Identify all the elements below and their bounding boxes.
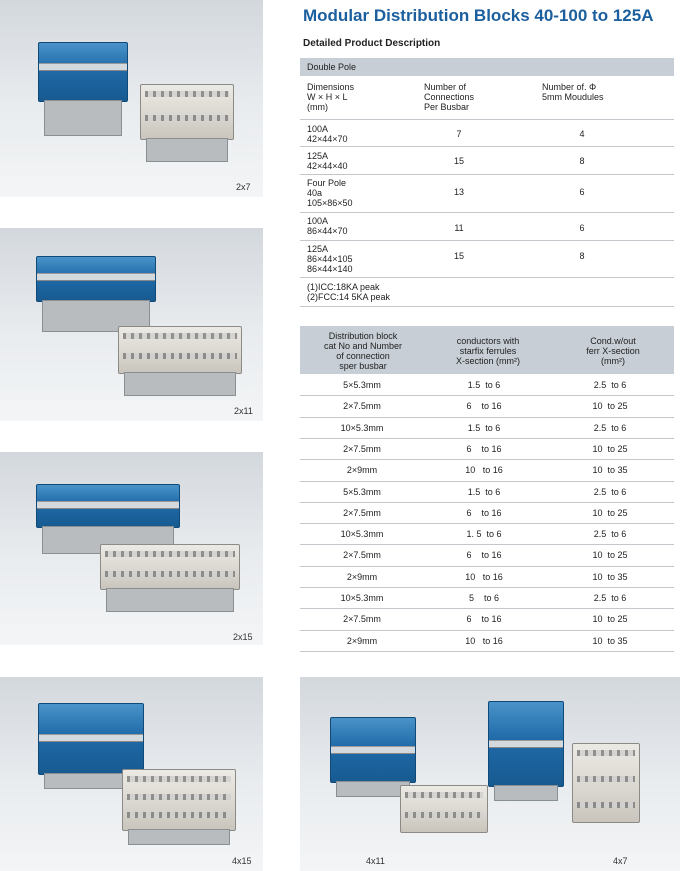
table2-cell-without: 10 to 25 — [592, 614, 628, 625]
table2-cell-block: 5×5.3mm — [343, 380, 381, 390]
modules-value: 8 — [579, 251, 585, 261]
photo-caption: 2x15 — [233, 632, 253, 642]
table-row-divider — [300, 587, 674, 588]
product-photo-2x7 — [0, 0, 263, 197]
table-row-divider — [300, 651, 674, 652]
table2-cell-without: 10 to 35 — [592, 635, 628, 646]
table2-header-with-ferrules: conductors with starfix ferrules X-section (mm²) — [455, 336, 520, 366]
table1-header-connections: Number of Connections Per Busbar — [424, 82, 475, 112]
table-row-divider — [300, 608, 674, 609]
table2-cell-block: 2×9mm — [346, 571, 378, 582]
table2-cell-without: 2.5 to 6 — [593, 529, 627, 540]
din-rail-base — [146, 138, 228, 162]
table2-cell-block: 2×7.5mm — [343, 614, 381, 625]
table2-cell-without: 2.5 to 6 — [593, 380, 627, 390]
blue-distribution-block — [488, 701, 564, 787]
table2-cell-without: 10 to 35 — [592, 465, 628, 476]
page-title: Modular Distribution Blocks 40-100 to 125A — [303, 6, 654, 25]
product-photo-4x15 — [0, 677, 263, 871]
table-row-divider — [300, 459, 674, 460]
din-rail-base — [124, 372, 236, 396]
modules-value: 6 — [579, 223, 585, 233]
product-photo-4x11-4x7 — [300, 677, 680, 871]
table-row-divider — [300, 566, 674, 567]
table-row-divider — [300, 502, 674, 503]
table2-cell-without: 2.5 to 6 — [593, 486, 627, 497]
table2-cell-block: 2×9mm — [346, 465, 378, 476]
table-row-divider — [300, 630, 674, 631]
table2-cell-with: 6 to 16 — [466, 614, 502, 625]
grey-distribution-block — [572, 743, 640, 823]
table2-cell-block: 2×7.5mm — [343, 443, 381, 454]
blue-distribution-block — [38, 42, 128, 102]
table2-cell-with: 1.5 to 6 — [467, 422, 501, 433]
table1-section-bar — [300, 58, 674, 76]
table-row-divider — [300, 395, 674, 396]
table-row-divider — [300, 417, 674, 418]
table2-cell-with: 10 to 16 — [465, 635, 503, 646]
table2-cell-with: 10 to 16 — [465, 465, 503, 476]
table2-cell-without: 2.5 to 6 — [593, 593, 627, 603]
table-row: 100A 86×44×70 — [307, 216, 348, 236]
connections-value: 15 — [453, 156, 464, 166]
table2-cell-without: 10 to 25 — [592, 401, 628, 412]
table2-cell-with: 6 to 16 — [466, 507, 502, 518]
grey-distribution-block — [122, 769, 236, 831]
table1-header-modules: Number of. Φ 5mm Moudules — [542, 82, 604, 102]
table2-cell-with: 1. 5 to 6 — [466, 529, 502, 540]
table2-cell-with: 5 to 6 — [468, 593, 500, 603]
photo-caption: 4x11 — [366, 856, 385, 866]
din-rail-base — [128, 829, 230, 845]
table2-cell-block: 2×7.5mm — [343, 507, 381, 518]
table2-cell-block: 10×5.3mm — [340, 529, 384, 540]
table2-cell-without: 10 to 25 — [592, 507, 628, 518]
section-subtitle: Detailed Product Description — [303, 38, 441, 49]
din-rail-base — [106, 588, 234, 612]
blue-distribution-block — [38, 703, 144, 775]
photo-caption: 4x7 — [613, 856, 628, 866]
modules-value: 4 — [579, 129, 585, 139]
table2-cell-with: 1.5 to 6 — [467, 380, 501, 390]
table-row-divider — [300, 481, 674, 482]
grey-distribution-block — [400, 785, 488, 833]
product-photo-2x15 — [0, 452, 263, 645]
table2-cell-without: 10 to 35 — [592, 571, 628, 582]
table2-cell-with: 1.5 to 6 — [467, 486, 501, 497]
table-row-divider — [300, 438, 674, 439]
table-row-divider — [300, 544, 674, 545]
table2-cell-block: 2×7.5mm — [343, 550, 381, 561]
table2-cell-block: 10×5.3mm — [340, 593, 384, 603]
table2-cell-with: 6 to 16 — [466, 401, 502, 412]
grey-distribution-block — [100, 544, 240, 590]
blue-distribution-block — [330, 717, 416, 783]
table2-cell-with: 6 to 16 — [466, 550, 502, 561]
modules-value: 8 — [579, 156, 585, 166]
blue-distribution-block — [36, 256, 156, 302]
photo-caption: 2x11 — [234, 406, 253, 416]
table2-cell-block: 5×5.3mm — [343, 486, 381, 497]
table-row: 125A 42×44×40 — [307, 151, 348, 171]
table-row: Four Pole 40a 105×86×50 — [307, 178, 353, 208]
product-photo-2x11 — [0, 228, 263, 421]
connections-value: 11 — [454, 223, 464, 233]
modules-value: 6 — [579, 187, 585, 197]
table2-cell-without: 2.5 to 6 — [593, 422, 627, 433]
table1-section-label: Double Pole — [307, 62, 357, 72]
table-row: 100A 42×44×70 — [307, 124, 348, 144]
table2-header-without-ferrules: Cond.w/out ferr X-section (mm²) — [586, 336, 640, 366]
table2-cell-with: 10 to 16 — [465, 571, 503, 582]
table2-cell-block: 10×5.3mm — [340, 422, 384, 433]
table1-header-dimensions: Dimensions W × H × L (mm) — [307, 82, 355, 112]
photo-caption: 4x15 — [232, 856, 252, 866]
table2-header-block: Distribution block cat No and Number of connection sper busbar — [323, 331, 403, 371]
table2-cell-block: 2×9mm — [346, 635, 378, 646]
table1-notes: (1)ICC:18KA peak (2)FCC:14 5KA peak — [307, 282, 391, 302]
table2-cell-block: 2×7.5mm — [343, 401, 381, 412]
table2-cell-without: 10 to 25 — [592, 550, 628, 561]
photo-caption: 2x7 — [236, 182, 251, 192]
connections-value: 7 — [456, 129, 462, 139]
blue-distribution-block — [36, 484, 180, 528]
din-rail-base — [494, 785, 558, 801]
din-rail-base — [336, 781, 410, 797]
table2-cell-without: 10 to 25 — [592, 443, 628, 454]
table-row-divider — [300, 523, 674, 524]
din-rail-base — [44, 100, 122, 136]
connections-value: 13 — [453, 187, 464, 197]
grey-distribution-block — [140, 84, 234, 140]
table2-cell-with: 6 to 16 — [466, 443, 502, 454]
grey-distribution-block — [118, 326, 242, 374]
connections-value: 15 — [453, 251, 464, 261]
table-row: 125A 86×44×105 86×44×140 — [307, 244, 353, 274]
